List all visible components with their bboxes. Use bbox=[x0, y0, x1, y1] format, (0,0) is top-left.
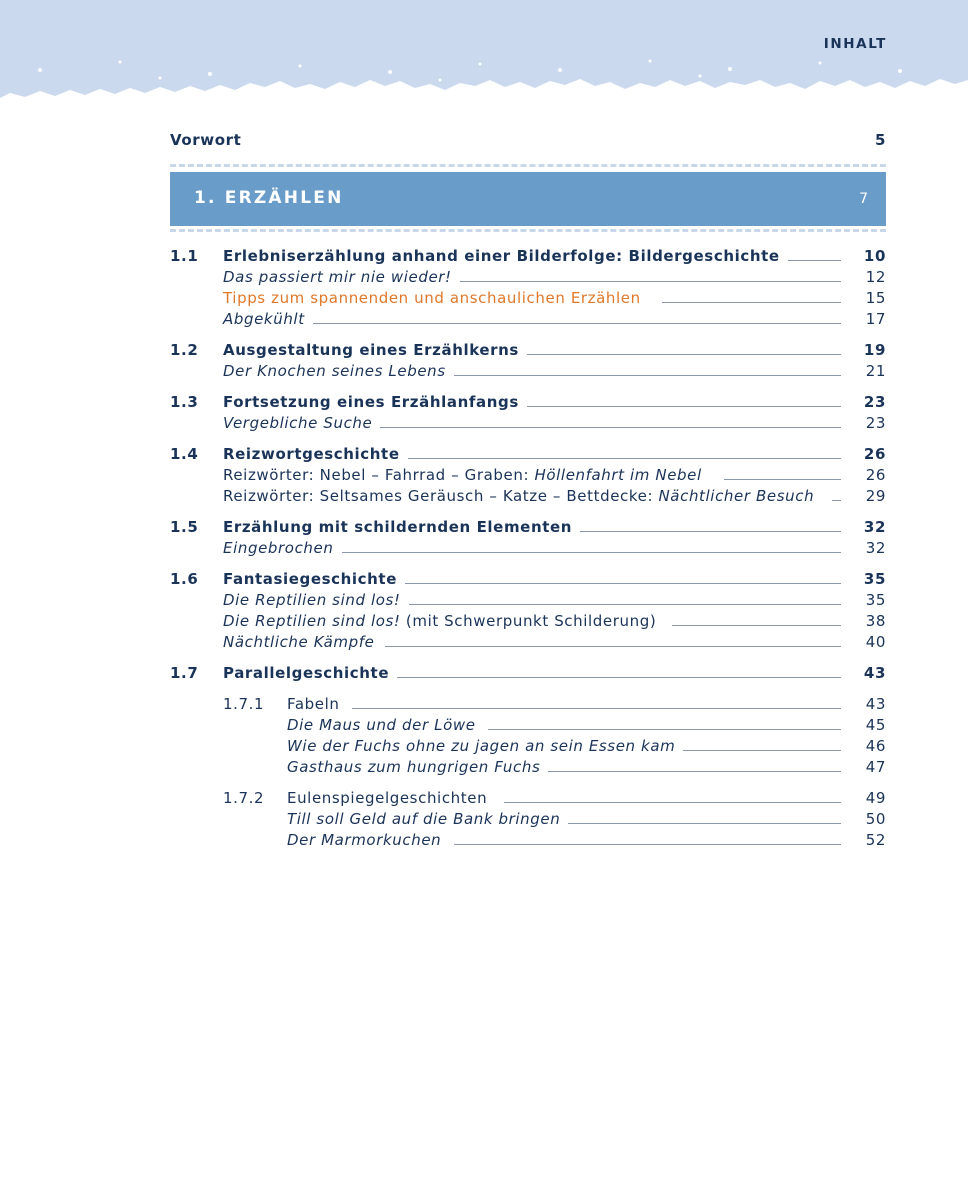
toc-entry[interactable] bbox=[170, 412, 886, 434]
page-header-label: INHALT bbox=[823, 36, 887, 52]
toc-entry[interactable] bbox=[170, 464, 886, 486]
toc-entry[interactable] bbox=[170, 808, 886, 830]
toc-entry[interactable] bbox=[170, 714, 886, 736]
toc-entry-highlight[interactable] bbox=[170, 287, 886, 309]
leader-line bbox=[385, 646, 841, 647]
entry-title-wrapper bbox=[223, 485, 822, 507]
entry-page: 35 bbox=[865, 591, 886, 609]
subsection-page: 49 bbox=[865, 789, 886, 807]
entry-page: 21 bbox=[865, 362, 886, 380]
entry-title: Tipps zum spannenden und anschaulichen Erzählen bbox=[223, 287, 649, 309]
toc-entry[interactable] bbox=[170, 631, 886, 653]
section-page: 26 bbox=[863, 445, 886, 463]
toc-section[interactable] bbox=[170, 516, 886, 538]
leader-line bbox=[398, 583, 841, 584]
section-title: Erlebniserzählung anhand einer Bilderfolge: Bildergeschichte bbox=[223, 245, 788, 267]
entry-title: Der Knochen seines Lebens bbox=[223, 360, 454, 382]
leader-line bbox=[404, 458, 841, 459]
entry-title: Die Reptilien sind los! bbox=[223, 589, 409, 611]
leader-line bbox=[454, 844, 841, 845]
entry-page: 52 bbox=[865, 831, 886, 849]
section-page: 35 bbox=[863, 570, 886, 588]
section-title: Parallelgeschichte bbox=[223, 662, 397, 684]
toc-entry[interactable] bbox=[170, 735, 886, 757]
subsection-title: Eulenspiegelgeschichten bbox=[287, 787, 495, 809]
leader-line bbox=[380, 427, 841, 428]
entry-title: Das passiert mir nie wieder! bbox=[223, 266, 460, 288]
leader-line bbox=[504, 802, 841, 803]
toc-entry[interactable] bbox=[170, 829, 886, 851]
entry-prefix: Reizwörter: Seltsames Geräusch – Katze – Bettdecke: bbox=[223, 487, 659, 505]
subsection-number: 1.7.1 bbox=[223, 695, 265, 713]
section-number: 1.4 bbox=[170, 445, 199, 463]
entry-page: 45 bbox=[865, 716, 886, 734]
leader-line bbox=[680, 750, 841, 751]
toc-entry[interactable] bbox=[170, 589, 886, 611]
leader-line bbox=[488, 729, 841, 730]
section-page: 43 bbox=[863, 664, 886, 682]
leader-line bbox=[672, 625, 841, 626]
leader-line bbox=[390, 677, 841, 678]
section-number: 1.6 bbox=[170, 570, 199, 588]
toc-entry-page: 5 bbox=[874, 131, 886, 149]
section-title: Ausgestaltung eines Erzählkerns bbox=[223, 339, 527, 361]
entry-title: Höllenfahrt im Nebel bbox=[534, 466, 702, 484]
chapter-heading[interactable] bbox=[170, 172, 886, 226]
entry-page: 12 bbox=[865, 268, 886, 286]
divider bbox=[170, 229, 886, 232]
section-page: 19 bbox=[863, 341, 886, 359]
toc-section[interactable] bbox=[170, 245, 886, 267]
subsection-title: Fabeln bbox=[287, 693, 347, 715]
section-number: 1.1 bbox=[170, 247, 199, 265]
chapter-page: 7 bbox=[859, 191, 868, 207]
entry-page: 40 bbox=[865, 633, 886, 651]
section-title: Erzählung mit schildernden Elementen bbox=[223, 516, 580, 538]
leader-line bbox=[832, 500, 841, 501]
toc-entry[interactable] bbox=[170, 756, 886, 778]
chapter-title: 1. ERZÄHLEN bbox=[194, 188, 344, 208]
toc-section[interactable] bbox=[170, 443, 886, 465]
leader-line bbox=[572, 531, 841, 532]
toc-entry[interactable] bbox=[170, 485, 886, 507]
entry-page: 47 bbox=[865, 758, 886, 776]
leader-line bbox=[312, 323, 841, 324]
entry-prefix: Reizwörter: Nebel – Fahrrad – Graben: bbox=[223, 466, 535, 484]
entry-page: 38 bbox=[865, 612, 886, 630]
entry-title: Gasthaus zum hungrigen Fuchs bbox=[287, 756, 548, 778]
entry-title-wrapper bbox=[223, 464, 710, 486]
toc-section[interactable] bbox=[170, 568, 886, 590]
toc-entry[interactable] bbox=[170, 610, 886, 632]
toc-entry[interactable] bbox=[170, 360, 886, 382]
header-band bbox=[0, 0, 968, 110]
section-number: 1.2 bbox=[170, 341, 199, 359]
subsection-number: 1.7.2 bbox=[223, 789, 265, 807]
section-title: Fortsetzung eines Erzählanfangs bbox=[223, 391, 527, 413]
toc-section[interactable] bbox=[170, 339, 886, 361]
entry-title: Wie der Fuchs ohne zu jagen an sein Essen kam bbox=[287, 735, 683, 757]
leader-line bbox=[453, 375, 841, 376]
toc-section[interactable] bbox=[170, 662, 886, 684]
entry-title: Abgekühlt bbox=[223, 308, 313, 330]
section-number: 1.7 bbox=[170, 664, 199, 682]
section-title: Reizwortgeschichte bbox=[223, 443, 408, 465]
entry-title: Die Maus und der Löwe bbox=[287, 714, 484, 736]
section-page: 23 bbox=[863, 393, 886, 411]
toc-entry-title: Vorwort bbox=[170, 131, 242, 149]
entry-page: 26 bbox=[865, 466, 886, 484]
entry-page: 29 bbox=[865, 487, 886, 505]
leader-line bbox=[568, 823, 841, 824]
divider bbox=[170, 164, 886, 167]
entry-title: Nächtlicher Besuch bbox=[658, 487, 815, 505]
toc-subsection[interactable] bbox=[170, 787, 886, 809]
section-page: 32 bbox=[863, 518, 886, 536]
entry-title: Die Reptilien sind los! bbox=[223, 612, 401, 630]
entry-page: 32 bbox=[865, 539, 886, 557]
entry-page: 46 bbox=[865, 737, 886, 755]
toc-entry[interactable] bbox=[170, 537, 886, 559]
leader-line bbox=[404, 604, 841, 605]
leader-line bbox=[342, 552, 841, 553]
entry-page: 50 bbox=[865, 810, 886, 828]
leader-line bbox=[724, 479, 841, 480]
entry-title: Nächtliche Kämpfe bbox=[223, 631, 382, 653]
section-number: 1.5 bbox=[170, 518, 199, 536]
leader-line bbox=[548, 771, 841, 772]
entry-page: 17 bbox=[865, 310, 886, 328]
leader-line bbox=[352, 708, 841, 709]
toc-entry-vorwort[interactable] bbox=[170, 129, 886, 151]
leader-line bbox=[517, 406, 841, 407]
entry-page: 15 bbox=[865, 289, 886, 307]
leader-line bbox=[662, 302, 841, 303]
toc-entry[interactable] bbox=[170, 266, 886, 288]
section-number: 1.3 bbox=[170, 393, 199, 411]
entry-title: Till soll Geld auf die Bank bringen bbox=[287, 808, 568, 830]
leader-line bbox=[518, 354, 841, 355]
entry-title: Eingebrochen bbox=[223, 537, 341, 559]
toc-subsection[interactable] bbox=[170, 693, 886, 715]
section-title: Fantasiegeschichte bbox=[223, 568, 405, 590]
subsection-page: 43 bbox=[865, 695, 886, 713]
entry-title: Der Marmorkuchen bbox=[287, 829, 449, 851]
section-page: 10 bbox=[863, 247, 886, 265]
toc-section[interactable] bbox=[170, 391, 886, 413]
toc-entry[interactable] bbox=[170, 308, 886, 330]
entry-suffix: (mit Schwerpunkt Schilderung) bbox=[400, 612, 657, 630]
entry-title-wrapper bbox=[223, 610, 664, 632]
leader-line bbox=[455, 281, 841, 282]
entry-title: Vergebliche Suche bbox=[223, 412, 380, 434]
entry-page: 23 bbox=[865, 414, 886, 432]
